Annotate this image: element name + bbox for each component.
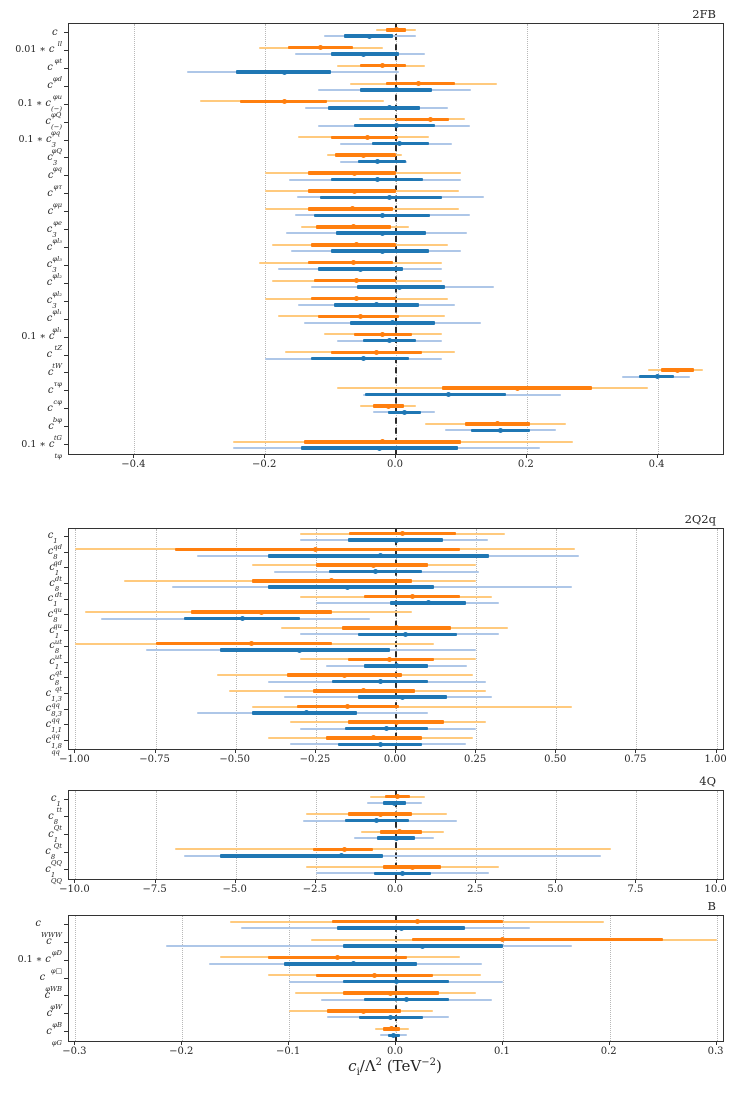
y-tick-mark [64,709,68,710]
x-tick-label: 0.00 [383,754,407,765]
data-point-approx [345,704,350,709]
data-point-exact [297,648,302,653]
y-tick-mark [64,978,68,979]
coefficient-label: c φD [46,936,62,958]
x-tick-label: 7.5 [627,884,644,895]
coefficient-label: c φl₃ [46,241,62,263]
data-point-approx [378,812,383,817]
y-tick-mark [64,426,68,427]
gridline [636,529,637,749]
data-point-approx [395,794,400,799]
data-point-exact [394,836,399,841]
data-point-exact [373,569,378,574]
data-point-approx [335,955,340,960]
x-tick-label: −1.00 [59,754,90,765]
data-point-exact [394,87,399,92]
gridline [236,529,237,749]
data-point-exact [394,979,399,984]
gridline [265,24,266,454]
x-tick-mark [155,749,156,753]
errorbar-68-exact [358,160,406,164]
coefficient-label: c 1,3 qq [45,687,62,709]
data-point-approx [354,278,359,283]
data-point-exact [420,944,425,949]
data-point-approx [342,673,347,678]
x-tick-mark [395,1041,396,1045]
coefficient-label: c 1 qu [47,593,62,615]
data-point-exact [380,213,385,218]
x-tick-label: −0.2 [169,1046,194,1057]
x-tick-mark [133,454,134,458]
data-point-approx [352,171,357,176]
errorbar-68-approx [331,136,398,140]
coefficient-label: c 1 tt [50,793,62,815]
gridline [503,916,504,1041]
data-point-exact [446,392,451,397]
x-tick-label: −2.5 [302,884,328,895]
x-tick-label: 5.0 [547,884,564,895]
y-tick-mark [64,86,68,87]
coefficient-label: c 1 QQ [45,863,62,885]
x-tick-mark [395,749,396,753]
x-tick-label: 0.2 [517,459,534,470]
errorbar-95-approx [175,848,611,850]
y-tick-mark [64,614,68,615]
x-tick-label: 0.0 [387,1046,403,1057]
data-point-approx [380,332,385,337]
coefficient-label: c 3 φl₁ [46,295,62,317]
y-tick-mark [64,50,68,51]
x-tick-label: −0.75 [139,754,170,765]
y-tick-mark [64,140,68,141]
y-tick-mark [64,193,68,194]
coefficient-label: c 3 φl₂ [46,259,62,281]
data-point-approx [365,135,370,140]
coefficient-label: 0.1 ∗ c tφ [21,438,62,460]
data-point-exact [387,195,392,200]
data-point-approx [415,919,420,924]
coefficient-label: c 8,3 qq [45,703,62,725]
data-point-approx [282,99,287,104]
y-tick-mark [64,319,68,320]
coefficient-label: c φG [46,1025,62,1047]
errorbar-68-approx [396,118,449,122]
coefficient-label: c 8 dt [49,577,62,599]
data-point-approx [410,594,415,599]
data-point-exact [375,177,380,182]
coefficient-label: c 1 qt [49,656,62,678]
x-tick-label: 0.3 [707,1046,724,1057]
data-point-approx [394,720,399,725]
coefficient-label: 0.1 ∗ c φ□ [17,954,62,976]
y-tick-mark [64,68,68,69]
y-tick-mark [64,390,68,391]
coefficient-label: c φWB [39,972,62,993]
data-point-exact [361,356,366,361]
y-tick-mark [64,122,68,123]
panel-2Q2q-plot-area [68,528,724,750]
y-tick-mark [64,283,68,284]
panel-2FB-plot-area [68,23,724,455]
data-point-approx [380,63,385,68]
y-tick-mark [64,799,68,800]
coefficient-label: 0.1 ∗ c (−) φQ [17,98,62,120]
data-point-approx [388,991,393,996]
y-tick-mark [64,1031,68,1032]
coefficient-label: c φe [47,205,62,227]
errorbar-68-exact [268,585,435,589]
data-point-exact [655,374,660,379]
gridline [156,791,157,879]
x-tick-label: 0.1 [493,1046,510,1057]
coefficient-label: c φW [44,989,62,1011]
data-point-exact [394,123,399,128]
y-tick-mark [64,372,68,373]
data-point-approx [318,45,323,50]
x-tick-mark [657,454,658,458]
gridline [556,791,557,879]
y-tick-mark [64,869,68,870]
data-point-approx [342,847,347,852]
gridline [717,529,718,749]
gridline [658,24,659,454]
x-tick-mark [74,1041,75,1045]
coefficient-label: c τφ [47,366,62,388]
x-tick-mark [475,749,476,753]
coefficient-label: c φτ [47,169,62,191]
data-point-approx [416,81,421,86]
gridline [156,529,157,749]
x-tick-label: −0.25 [299,754,331,765]
x-tick-mark [395,879,396,883]
panel-title-2Q2q: 2Q2q [684,512,716,526]
coefficient-label: c 1 ut [49,624,62,646]
errorbar-68-approx [412,938,663,942]
y-tick-mark [64,677,68,678]
data-point-approx [394,27,399,32]
data-point-exact [282,70,287,75]
data-point-approx [351,260,356,265]
x-tick-label: −10.0 [59,884,90,895]
y-tick-mark [64,229,68,230]
x-tick-label: −0.50 [219,754,251,765]
data-point-approx [394,625,399,630]
panel-4Q-plot-area [68,790,724,880]
panel-title-4Q: 4Q [699,774,716,788]
coefficient-label: c φl₂ [46,277,62,299]
y-tick-mark [64,852,68,853]
data-point-exact [378,553,383,558]
data-point-exact [400,871,405,876]
coefficient-label: c bφ [47,402,62,424]
gridline [75,791,76,879]
x-tick-mark [235,749,236,753]
coefficient-label: c WWW [35,918,62,940]
gridline [610,916,611,1041]
data-point-exact [392,801,397,806]
coefficient-label: c tW [46,349,62,370]
gridline [717,791,718,879]
data-point-approx [372,973,377,978]
data-point-approx [400,531,405,536]
x-tick-mark [235,879,236,883]
x-tick-mark [395,454,396,458]
coefficient-label: c 8 qt [49,671,62,693]
x-tick-label: 0.50 [544,754,567,765]
coefficient-label: c φl₁ [46,313,62,335]
data-point-approx [675,368,680,373]
x-axis-label: $c_i/\Lambda^2$ (TeV$^{-2}$) [348,1057,442,1078]
data-point-exact [377,446,382,451]
panel-title-B: B [707,899,716,913]
data-point-approx [374,350,379,355]
y-tick-mark [64,740,68,741]
x-tick-mark [716,879,717,883]
y-tick-mark [64,355,68,356]
x-tick-mark [74,879,75,883]
data-point-exact [400,695,405,700]
x-tick-label: −0.4 [121,459,146,470]
coefficient-label: c φμ [47,187,62,209]
coefficient-label: c 1 Qt [48,828,62,850]
data-point-exact [394,538,399,543]
y-tick-mark [64,175,68,176]
data-point-approx [387,657,392,662]
x-tick-mark [716,1041,717,1045]
data-point-exact [380,231,385,236]
y-tick-mark [64,301,68,302]
coefficient-label: c φu [47,80,62,102]
coefficient-label: c cφ [47,384,62,406]
data-point-exact [388,1015,393,1020]
data-point-exact [384,726,389,731]
x-tick-mark [181,1041,182,1045]
y-tick-mark [64,536,68,537]
data-point-exact [402,410,407,415]
coefficient-label: c φB [46,1007,62,1029]
gridline [316,529,317,749]
gridline [556,529,557,749]
y-tick-mark [64,337,68,338]
data-point-exact [399,926,404,931]
x-tick-label: 10.0 [704,884,727,895]
data-point-approx [371,563,376,568]
errorbar-68-exact [220,648,390,652]
data-point-approx [259,610,264,615]
panel-title-2FB: 2FB [692,7,716,21]
gridline [182,916,183,1041]
x-tick-mark [288,1041,289,1045]
y-tick-mark [64,816,68,817]
x-tick-label: −7.5 [142,884,167,895]
data-point-approx [354,296,359,301]
x-tick-label: 0.0 [387,884,403,895]
gridline [289,916,290,1041]
gridline [134,24,135,454]
coefficient-label: 0.1 ∗ c tZ [21,331,62,352]
errorbar-68-exact [314,214,430,218]
data-point-exact [397,285,402,290]
coefficient-label: c 1,1 qq [45,718,62,740]
coefficient-label: c 3 φl₃ [46,223,62,245]
y-tick-mark [64,408,68,409]
y-tick-mark [64,630,68,631]
data-point-exact [394,663,399,668]
coefficient-label: c tG [48,420,62,442]
data-point-approx [386,404,391,409]
y-tick-mark [64,942,68,943]
y-tick-mark [64,104,68,105]
zero-line [395,529,397,749]
x-tick-mark [635,879,636,883]
coefficient-label: c 8 Qt [48,810,62,832]
y-tick-mark [64,583,68,584]
x-tick-label: −0.1 [275,1046,301,1057]
gridline [75,529,76,749]
data-point-exact [374,818,379,823]
coefficient-label: c (−) φq [45,116,62,137]
coefficient-label: c 1 dt [49,561,62,583]
y-tick-mark [64,995,68,996]
gridline [636,791,637,879]
data-point-approx [410,865,415,870]
data-point-approx [361,1009,366,1014]
data-point-approx [352,189,357,194]
x-tick-mark [315,749,316,753]
x-tick-label: 0.75 [624,754,647,765]
gridline [476,529,477,749]
gridline [236,791,237,879]
x-tick-label: 2.5 [467,884,484,895]
data-point-approx [500,937,505,942]
x-tick-label: 0.2 [600,1046,617,1057]
data-point-exact [378,742,383,747]
y-tick-mark [64,247,68,248]
coefficient-label: c 1 qd [47,530,62,552]
x-tick-mark [502,1041,503,1045]
x-tick-mark [555,749,556,753]
x-tick-mark [716,749,717,753]
errorbar-68-exact [365,393,506,397]
coefficient-label: 0.01 ∗ c φt [15,44,62,66]
coefficient-label: c 8 QQ [45,846,62,868]
coefficient-label: c 8 qd [47,546,62,568]
y-tick-mark [64,646,68,647]
errorbar-68-exact [320,196,442,200]
y-tick-mark [64,265,68,266]
x-tick-label: 0.0 [387,459,403,470]
data-point-exact [498,428,503,433]
data-point-exact [404,997,409,1002]
y-tick-mark [64,211,68,212]
data-point-approx [515,386,520,391]
x-tick-label: 0.4 [648,459,665,470]
y-tick-mark [64,724,68,725]
x-tick-label: −5.0 [222,884,247,895]
data-point-exact [375,159,380,164]
y-tick-mark [64,662,68,663]
coefficient-label: c 1,8 qq [45,734,62,756]
coefficient-label: c φd [47,62,62,84]
data-point-exact [378,679,383,684]
y-tick-mark [64,1013,68,1014]
x-tick-label: 0.25 [463,754,487,765]
gridline [717,916,718,1041]
x-tick-mark [74,749,75,753]
y-tick-mark [64,567,68,568]
y-tick-mark [64,960,68,961]
x-tick-label: −0.2 [252,459,277,470]
data-point-exact [358,267,363,272]
coefficient-label: c ll [52,26,62,48]
y-tick-mark [64,552,68,553]
gridline [75,916,76,1041]
coefficient-label: c 3 φq [47,151,62,173]
data-point-exact [240,616,245,621]
coefficient-label: 0.1 ∗ c 3 φQ [18,134,62,155]
coefficient-label: c 8 qu [47,608,62,630]
errorbar-68-exact [328,106,420,110]
y-tick-mark [64,444,68,445]
x-tick-mark [635,749,636,753]
y-tick-mark [64,599,68,600]
data-point-exact [361,52,366,57]
data-point-exact [397,141,402,146]
x-tick-mark [609,1041,610,1045]
x-tick-mark [315,879,316,883]
x-tick-mark [475,879,476,883]
errorbar-68-exact [220,854,384,858]
y-tick-mark [64,157,68,158]
x-tick-label: −0.3 [62,1046,87,1057]
data-point-exact [387,338,392,343]
y-tick-mark [64,834,68,835]
x-tick-mark [264,454,265,458]
x-tick-label: 1.00 [704,754,727,765]
x-tick-mark [526,454,527,458]
errorbar-68-approx [156,642,332,646]
y-tick-mark [64,32,68,33]
x-tick-mark [555,879,556,883]
y-tick-mark [64,924,68,925]
x-tick-mark [155,879,156,883]
data-point-exact [403,632,408,637]
coefficient-label: c 8 ut [49,640,62,662]
panel-B-plot-area [68,915,724,1042]
data-point-approx [358,314,363,319]
data-point-approx [428,117,433,122]
data-point-approx [313,547,318,552]
data-point-approx [249,641,254,646]
data-point-approx [361,153,366,158]
y-tick-mark [64,693,68,694]
